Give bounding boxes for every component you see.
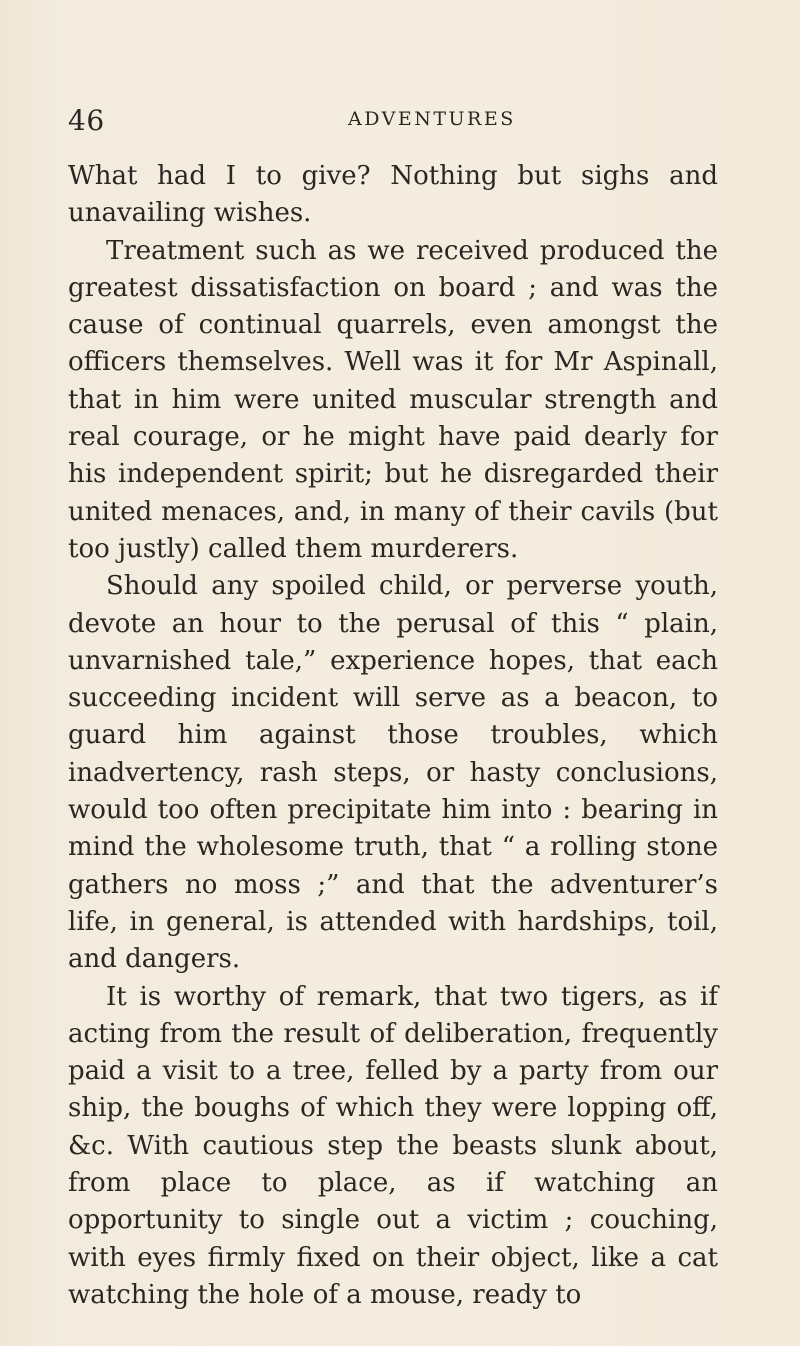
page-number: 46 — [68, 104, 105, 137]
paragraph: It is worthy of remark, that two tigers, as if acting from the result of deliberation, frequently paid a visit to a tree, felled by a party from our ship, the boughs of which they were lopping off, &c. With cautious step the beasts slunk about, from place to place, as if watching an opportunity to single out a victim ; couching, with eyes firmly fixed on their object, like a cat watching the hole of a mouse, ready to — [68, 981, 718, 1310]
page-header — [68, 104, 708, 144]
paragraph: Treatment such as we received produced the greatest dissatisfaction on board ; and was the cause of continual quarrels, even amongst the officers themselves. Well was it for Mr Aspinall, that in him were united muscular strength and real courage, or he might have paid dearly for his independent spirit; but he disregarded their united menaces, and, in many of their cavils (but too justly) called them murderers. — [68, 235, 718, 564]
body-text — [68, 158, 718, 1314]
paragraph: What had I to give? Nothing but sighs and unavailing wishes. — [68, 161, 718, 229]
paragraph: Should any spoiled child, or perverse youth, devote an hour to the perusal of this “ plain, unvarnished tale,” experience hopes, that each succeeding incident will serve as a beacon, to guard him against those troubles, which inadvertency, rash steps, or hasty conclusions, would too often precipitate him into : bearing in mind the wholesome truth, that “ a rolling stone gathers no moss ;” and that the adventurer’s life, in general, is attended with hardships, toil, and dangers. — [68, 571, 718, 975]
running-head: ADVENTURES — [348, 108, 516, 130]
